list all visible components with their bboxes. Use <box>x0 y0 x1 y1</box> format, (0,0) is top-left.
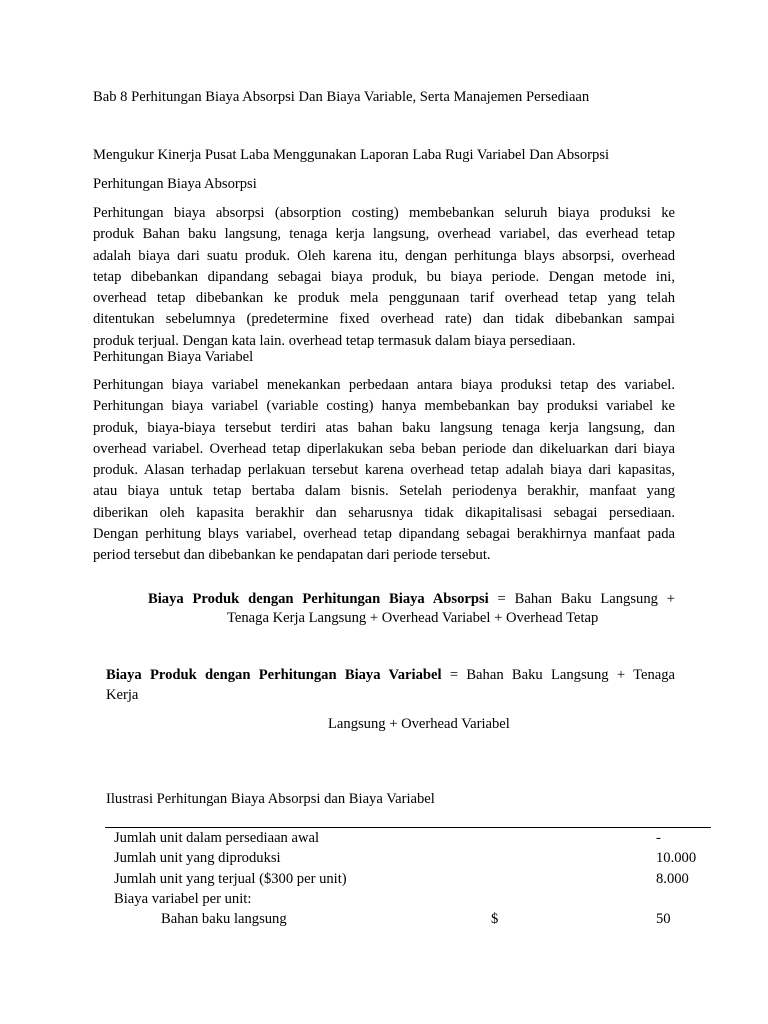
row-currency: $ <box>491 911 499 927</box>
paragraph-line: Perhitungan biaya variabel (variable costing) hanya membebankan bay produksi variabel ke <box>93 398 675 415</box>
paragraph-line: overhead tetap dibebankan ke produk mela penggunaan tarif overhead tetap yang telah <box>93 290 675 307</box>
absorption-paragraph <box>93 203 675 352</box>
paragraph-line: Perhitungan biaya variabel menekankan perbedaan antara biaya produksi tetap des variabel. <box>93 377 675 393</box>
formula-absorption-term: Biaya Produk dengan Perhitungan Biaya Absorpsi <box>148 591 489 607</box>
variable-heading: Perhitungan Biaya Variabel <box>93 349 254 365</box>
paragraph-line: adalah biaya dari suatu produk. Oleh karena itu, dengan perhitunga blays absorpsi, overhead <box>93 247 675 264</box>
row-value: 50 <box>656 911 671 927</box>
row-label: Bahan baku langsung <box>161 911 287 927</box>
formula-variable <box>106 665 675 686</box>
formula-variable-rest: = Bahan Baku Langsung + Tenaga <box>441 667 675 683</box>
absorption-heading: Perhitungan Biaya Absorpsi <box>93 176 257 192</box>
table-row <box>114 828 319 848</box>
formula-variable-term: Biaya Produk dengan Perhitungan Biaya Variabel <box>106 667 442 683</box>
formula-absorption <box>148 589 675 610</box>
row-value: - <box>656 830 661 846</box>
paragraph-line: overhead variabel. Overhead tetap diperlakukan seba beban periode dan dikeluarkan dari biaya <box>93 440 675 457</box>
formula-absorption-line2: Tenaga Kerja Langsung + Overhead Variabel + Overhead Tetap <box>227 610 599 626</box>
paragraph-line: period tersebut dan dibebankan ke pendapatan dari periode tersebut. <box>93 547 491 564</box>
table-row <box>114 848 281 868</box>
row-value: 10.000 <box>656 850 697 866</box>
formula-variable-line3: Langsung + Overhead Variabel <box>328 716 510 732</box>
section-title: Mengukur Kinerja Pusat Laba Menggunakan Laporan Laba Rugi Variabel Dan Absorpsi <box>93 147 610 163</box>
paragraph-line: produk Bahan baku langsung, tenaga kerja langsung, overhead variabel, das everhead tetap <box>93 226 675 243</box>
variable-paragraph <box>93 375 675 567</box>
paragraph-line: produk terjual. Dengan kata lain. overhead tetap termasuk dalam biaya persediaan. <box>93 332 576 349</box>
formula-variable-line2: Kerja <box>106 687 139 703</box>
table-row <box>161 909 287 929</box>
paragraph-line: Perhitungan biaya absorpsi (absorption costing) membebankan seluruh biaya produksi ke <box>93 205 675 221</box>
paragraph-line: produk, biaya-biaya tersebut terdiri atas bahan baku langsung tenaga kerja langsung, dan <box>93 419 675 436</box>
row-label: Jumlah unit yang diproduksi <box>114 850 281 866</box>
paragraph-line: atau biaya untuk tetap bertaba dalam bisnis. Setelah periodenya berakhir, manfaat yang <box>93 483 675 500</box>
table-row <box>114 869 347 889</box>
paragraph-line: tetap dibebankan dipandang sebagai biaya produk, bu biaya periode. Dengan metode ini, <box>93 268 675 285</box>
table-row <box>114 889 251 909</box>
row-label: Jumlah unit yang terjual ($300 per unit) <box>114 871 347 887</box>
paragraph-line: produk. Alasan terhadap perlakuan tersebut karena overhead tetap adalah biaya dari kapasitas, <box>93 462 675 479</box>
row-label: Biaya variabel per unit: <box>114 891 252 907</box>
illustration-title: Ilustrasi Perhitungan Biaya Absorpsi dan Biaya Variabel <box>106 791 435 807</box>
chapter-title: Bab 8 Perhitungan Biaya Absorpsi Dan Biaya Variable, Serta Manajemen Persediaan <box>93 89 590 105</box>
paragraph-line: Dengan perhitung blays variabel, overhead tetap dipandang sebagai berakhirnya manfaat pada <box>93 526 675 543</box>
row-value: 8.000 <box>656 871 689 887</box>
paragraph-line: ditentukan sebelumnya (predetermine fixed overhead rate) dan tidak dibebankan sampai <box>93 311 675 328</box>
formula-absorption-rest: = Bahan Baku Langsung + <box>488 591 675 607</box>
paragraph-line: diberikan oleh kapasita berakhir dan seharusnya tidak dikapitalisasi sebagai persediaan. <box>93 504 675 521</box>
row-label: Jumlah unit dalam persediaan awal <box>114 830 320 846</box>
